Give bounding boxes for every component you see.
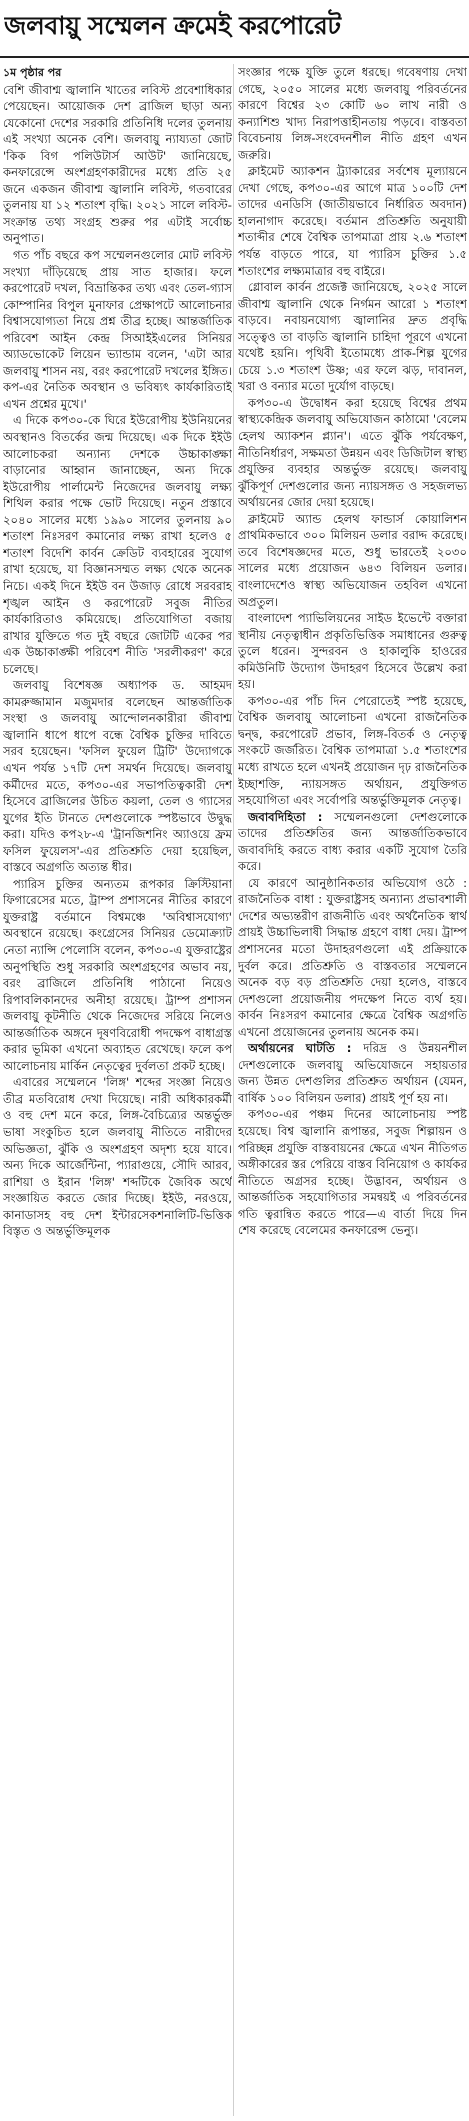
article-paragraph: জলবায়ু বিশেষজ্ঞ অধ্যাপক ড. আহমদ কামরুজ্জামান মজুমদার বলেছেন আন্তর্জাতিক সংস্থা ও জলবায়ু আন্দোলনকারীরা জীবাশ্ম জ্বালানি ধাপে ধাপে বন্ধে বৈশ্বিক চুক্তির দাবিতে সরব হয়েছেন। 'ফসিল ফুয়েল ট্রিটি' উদ্যোগকে এখন পর্যন্ত ১৭টি দেশ সমর্থন দিয়েছে। জলবায়ু কর্মীদের মতে, কপ৩০-এর সভাপতিত্বকারী দেশ হিসেবে ব্রাজিলের উচিত কয়লা, তেল ও গ্যাসের যুগের ইতি টানতে দেশগুলোকে স্পষ্টভাবে উদ্বুদ্ধ করা। যদিও কপ২৮-এ 'ট্রানজিশনিং অ্যাওয়ে ফ্রম ফসিল ফুয়েলস'-এর প্রতিশ্রুতি দেয়া হয়েছিল, বাস্তবে অগ্রগতি অত্যন্ত ধীর। <box>3 678 232 875</box>
article-paragraph: এ দিকে কপ৩০-কে ঘিরে ইউরোপীয় ইউনিয়নের অবস্থানও বিতর্কের জন্ম দিয়েছে। এক দিকে ইইউ আলোচকরা অন্যান্য দেশকে উচ্চাকাঙ্ক্ষা বাড়ানোর আহ্বান জানাচ্ছেন, অন্য দিকে ইউরোপীয় পার্লামেন্ট নিজেদের জলবায়ু লক্ষ্য শিথিল করার পক্ষে ভোট দিয়েছে। নতুন প্রস্তাবে ২০৪০ সালের মধ্যে ১৯৯০ সালের তুলনায় ৯০ শতাংশ নিঃসরণ কমানোর লক্ষ্য রাখা হলেও ৫ শতাংশ বিদেশি কার্বন ক্রেডিট ব্যবহারের সুযোগ রাখা হয়েছে, যা বিজ্ঞানসম্মত লক্ষ্য থেকে অনেক নিচে। একই দিনে ইইউ বন উজাড় রোধে সরবরাহ শৃঙ্খল আইন ও করপোরেট সবুজ নীতির কার্যকারিতাও কমিয়েছে। প্রতিযোগিতা বজায় রাখার যুক্তিতে গত দুই বছরে জোটটি একের পর এক উচ্চাকাঙ্ক্ষী পরিবেশ নীতি 'সরলীকরণ' করে চলেছে। <box>3 413 232 676</box>
article-paragraph: সংজ্ঞার পক্ষে যুক্তি তুলে ধরছে। গবেষণায় দেখা গেছে, ২০৫০ সালের মধ্যে জলবায়ু পরিবর্তনের কারণে বিশ্বের ২৩ কোটি ৬০ লাখ নারী ও কন্যাশিশু খাদ্য নিরাপত্তাহীনতায় পড়বে। বাস্তবতা বিবেচনায় লিঙ্গ-সংবেদনশীল নীতি গ্রহণ এখন জরুরি। <box>238 65 467 162</box>
article-paragraph: কপ৩০-এ উদ্বোধন করা হয়েছে বিশ্বের প্রথম স্বাস্থ্যকেন্দ্রিক জলবায়ু অভিযোজন কাঠামো 'বেলেম হেলথ অ্যাকশন প্ল্যান'। এতে ঝুঁকি পর্যবেক্ষণ, নীতিনির্ধারণ, সক্ষমতা উন্নয়ন এবং ডিজিটাল স্বাস্থ্য প্রযুক্তির ব্যবহার অন্তর্ভুক্ত রয়েছে। জলবায়ু ঝুঁকিপূর্ণ দেশগুলোর জন্য ন্যায়সঙ্গত ও সহজলভ্য অর্থায়নের জোর দেয়া হয়েছে। <box>238 395 467 510</box>
section-accountability <box>238 809 467 875</box>
right-column <box>238 64 467 2116</box>
article-paragraph: বাংলাদেশ প্যাভিলিয়নের সাইড ইভেন্টে বক্তারা স্থানীয় নেতৃত্বাধীন প্রকৃতিভিত্তিক সমাধানের গুরুত্ব তুলে ধরেন। সুন্দরবন ও হাকালুকি হাওরের কমিউনিটি উদ্যোগ উদাহরণ হিসেবে উল্লেখ করা হয়। <box>238 611 467 692</box>
article-paragraph: ক্লাইমেট অ্যাকশন ট্র্যাকারের সর্বশেষ মূল্যায়নে দেখা গেছে, কপ৩০-এর আগে মাত্র ১০০টি দেশ তাদের এনডিসি (জাতীয়ভাবে নির্ধারিত অবদান) হালনাগাদ করেছে। বর্তমান প্রতিশ্রুতি অনুযায়ী শতাব্দীর শেষে বৈশ্বিক তাপমাত্রা প্রায় ২.৬ শতাংশ পর্যন্ত বাড়তে পারে, যা প্যারিস চুক্তির ১.৫ শতাংশের লক্ষ্যমাত্রার বহু বাইরে। <box>238 164 467 278</box>
section-text: সম্মেলনগুলো দেশগুলোকে তাদের প্রতিশ্রুতির জন্য আন্তর্জাতিকভাবে জবাবদিহি করতে বাধ্য করার একটি সুযোগ তৈরি করে। <box>238 809 467 874</box>
headline: জলবায়ু সম্মেলন ক্রমেই করপোরেট <box>4 11 341 40</box>
column-divider <box>233 64 234 2116</box>
continuation-note <box>3 64 232 82</box>
article-paragraph: কপ৩০-এর পঞ্চম দিনের আলোচনায় স্পষ্ট হয়েছে। বিশ্ব জ্বালানি রূপান্তর, সবুজ শিল্পায়ন ও পরিচ্ছন্ন প্রযুক্তি বাস্তবায়নের ক্ষেত্রে এখন নীতিগত অঙ্গীকারের স্তর পেরিয়ে বাস্তব বিনিয়োগ ও কার্যকর নীতিতে অগ্রসর হচ্ছে। উদ্ভাবন, অর্থায়ন ও আন্তর্জাতিক সহযোগিতার সমন্বয়ই এ পরিবর্তনের গতি ত্বরান্বিত করতে পারে—এ বার্তা দিয়ে দিন শেষ করেছে বেলেমের কনফারেন্স ভেন্যু। <box>238 1107 467 1238</box>
article-paragraph: বেশি জীবাশ্ম জ্বালানি খাতের লবিস্ট প্রবেশাধিকার পেয়েছেন। আয়োজক দেশ ব্রাজিল ছাড়া অন্য যেকোনো দেশের সরকারি প্রতিনিধি দলের তুলনায় এই সংখ্যা অনেক বেশি। জলবায়ু ন্যায্যতা জোট 'কিক বিগ পলিউটার্স আউট' জানিয়েছে, কনফারেন্সে অংশগ্রহণকারীদের মধ্যে প্রতি ২৫ জনে একজন জীবাশ্ম জ্বালানি লবিস্ট, গতবারের তুলনায় যা ১২ শতাংশ বৃদ্ধি। ২০২১ সালে লবিস্ট-সংক্রান্ত তথ্য সংগ্রহ শুরুর পর এটাই সর্বোচ্চ অনুপাত। <box>3 82 232 246</box>
section-text: দরিদ্র ও উন্নয়নশীল দেশগুলোকে জলবায়ু অভিযোজনে সহায়তার জন্য উন্নত দেশগুলির প্রতিশ্রুত অর্থায়ন (যেমন, বার্ষিক ১০০ বিলিয়ন ডলার) প্রায়ই পূর্ণ হয় না। <box>238 1041 467 1105</box>
section-heading: অর্থায়নের ঘাটতি : <box>248 1041 352 1056</box>
section-funding-gap <box>238 1040 467 1106</box>
article-paragraph: গত পাঁচ বছরে কপ সম্মেলনগুলোর মোট লবিস্ট সংখ্যা দাঁড়িয়েছে প্রায় সাত হাজার। ফলে করপোরেট দখল, বিভ্রান্তিকর তথ্য এবং তেল-গ্যাস কোম্পানির বিপুল মুনাফার প্রেক্ষাপটে আলোচনার বিশ্বাসযোগ্যতা নিয়ে প্রশ্ন তীব্র হচ্ছে। আন্তর্জাতিক পরিবেশ আইন কেন্দ্র সিআইইএলের সিনিয়র অ্যাডভোকেট লিয়েন ভ্যান্ডাম বলেন, 'এটা আর জলবায়ু শাসন নয়, বরং করপোরেট দখলের ইঙ্গিত। কপ-এর নৈতিক অবস্থান ও ভবিষ্যৎ কার্যকারিতাই এখন প্রশ্নের মুখে।' <box>3 248 232 411</box>
article-paragraph: প্যারিস চুক্তির অন্যতম রূপকার ক্রিস্টিয়ানা ফিগারেসের মতে, ট্রাম্প প্রশাসনের নীতির কারণে যুক্তরাষ্ট্র বর্তমানে বিশ্বমঞ্চে 'অবিশ্বাসযোগ্য' অবস্থানে রয়েছে। কংগ্রেসের সিনিয়র ডেমোক্র্যাট নেতা ন্যান্সি পেলোসি বলেন, কপ৩০-এ যুক্তরাষ্ট্রের অনুপস্থিতি শুধু সরকারি অংশগ্রহণের অভাব নয়, বরং ব্রাজিলে প্রতিনিধি পাঠানো নিয়েও রিপাবলিকানদের অনীহা রয়েছে। ট্রাম্প প্রশাসন জলবায়ু কূটনীতি থেকে নিজেদের সরিয়ে নিলেও আন্তর্জাতিক অঙ্গনে দূষণবিরোধী পদক্ষেপ বাধাগ্রস্ত করার ভূমিকা এখনো অব্যাহত রেখেছে। ফলে কপ আলোচনায় মার্কিন নেতৃত্বের দুর্বলতা প্রকট হচ্ছে। <box>3 876 232 1073</box>
article-paragraph: কপ৩০-এর পাঁচ দিন পেরোতেই স্পষ্ট হয়েছে, বৈশ্বিক জলবায়ু আলোচনা এখনো রাজনৈতিক দ্বন্দ্ব, করপোরেট প্রভাব, লিঙ্গ-বিতর্ক ও নেতৃত্ব সংকটে জর্জরিত। বৈশ্বিক তাপমাত্রা ১.৫ শতাংশের মধ্যে রাখতে হলে এখনই প্রয়োজন দৃঢ় রাজনৈতিক ইচ্ছাশক্তি, ন্যায়সঙ্গত অর্থায়ন, প্রযুক্তিগত সহযোগিতা এবং সর্বোপরি অন্তর্ভুক্তিমূলক নেতৃত্ব। <box>238 693 467 808</box>
section-heading: জবাবদিহিতা : <box>248 809 323 824</box>
headline-rule <box>0 56 469 58</box>
left-column <box>3 64 232 2116</box>
article-paragraph: গ্লোবাল কার্বন প্রজেক্ট জানিয়েছে, ২০২৫ সালে জীবাশ্ম জ্বালানি থেকে নির্গমন আরো ১ শতাংশ বাড়বে। নবায়নযোগ্য জ্বালানির দ্রুত প্রবৃদ্ধি সত্ত্বেও তা বাড়তি জ্বালানি চাহিদা পূরণে এখনো যথেষ্ট হয়নি। পৃথিবী ইতোমধ্যে প্রাক-শিল্প যুগের চেয়ে ১.৩ শতাংশ উষ্ণ; এর ফলে ঝড়, দাবানল, খরা ও বন্যার মতো দুর্যোগ বাড়ছে। <box>238 280 467 394</box>
article-paragraph: ক্লাইমেট অ্যান্ড হেলথ ফান্ডার্স কোয়ালিশন প্রাথমিকভাবে ৩০০ মিলিয়ন ডলার বরাদ্দ করেছে। তবে বিশেষজ্ঞদের মতে, শুধু ভারতেই ২০৩০ সালের মধ্যে প্রয়োজন ৬৪৩ বিলিয়ন ডলার। বাংলাদেশেও স্বাস্থ্য অভিযোজন তহবিল এখনো অপ্রতুল। <box>238 511 467 609</box>
continued-label: ১ম পৃষ্ঠার পর <box>3 66 62 79</box>
article-paragraph: এবারের সম্মেলনে 'লিঙ্গ' শব্দের সংজ্ঞা নিয়েও তীব্র মতবিরোধ দেখা দিয়েছে। নারী অধিকারকর্মী ও বহু দেশ মনে করে, লিঙ্গ-বৈচিত্র্যের অন্তর্ভুক্ত ভাষা সংকুচিত হলে জলবায়ু নীতিতে নারীদের অভিজ্ঞতা, ঝুঁকি ও অংশগ্রহণ অদৃশ্য হয়ে যাবে। অন্য দিকে আর্জেন্টিনা, প্যারাগুয়ে, সৌদি আরব, রাশিয়া ও ইরান 'লিঙ্গ' শব্দটিকে জৈবিক অর্থে সংজ্ঞায়িত করতে জোর দিচ্ছে। ইইউ, নরওয়ে, কানাডাসহ বহু দেশ ইন্টারসেকশনালিটি-ভিত্তিক বিস্তৃত ও অন্তর্ভুক্তিমূলক <box>3 1075 232 1239</box>
article-paragraph: যে কারণে আনুষ্ঠানিকতার অভিযোগ ওঠে : রাজনৈতিক বাধা : যুক্তরাষ্ট্রসহ অন্যান্য প্রভাবশালী দেশের অভ্যন্তরীণ রাজনীতি এবং অর্থনৈতিক স্বার্থ প্রায়ই উচ্চাভিলাষী সিদ্ধান্ত গ্রহণে বাধা দেয়। ট্রাম্প প্রশাসনের মতো উদাহরণগুলো এই প্রক্রিয়াকে দুর্বল করে। প্রতিশ্রুতি ও বাস্তবতার সম্মেলনে অনেক বড় বড় প্রতিশ্রুতি দেয়া হলেও, বাস্তবে দেশগুলো প্রয়োজনীয় পদক্ষেপ নিতে ব্যর্থ হয়। কার্বন নিঃসরণ কমানোর ক্ষেত্রে বৈশ্বিক অগ্রগতি এখনো প্রয়োজনের তুলনায় অনেক কম। <box>238 875 467 1039</box>
